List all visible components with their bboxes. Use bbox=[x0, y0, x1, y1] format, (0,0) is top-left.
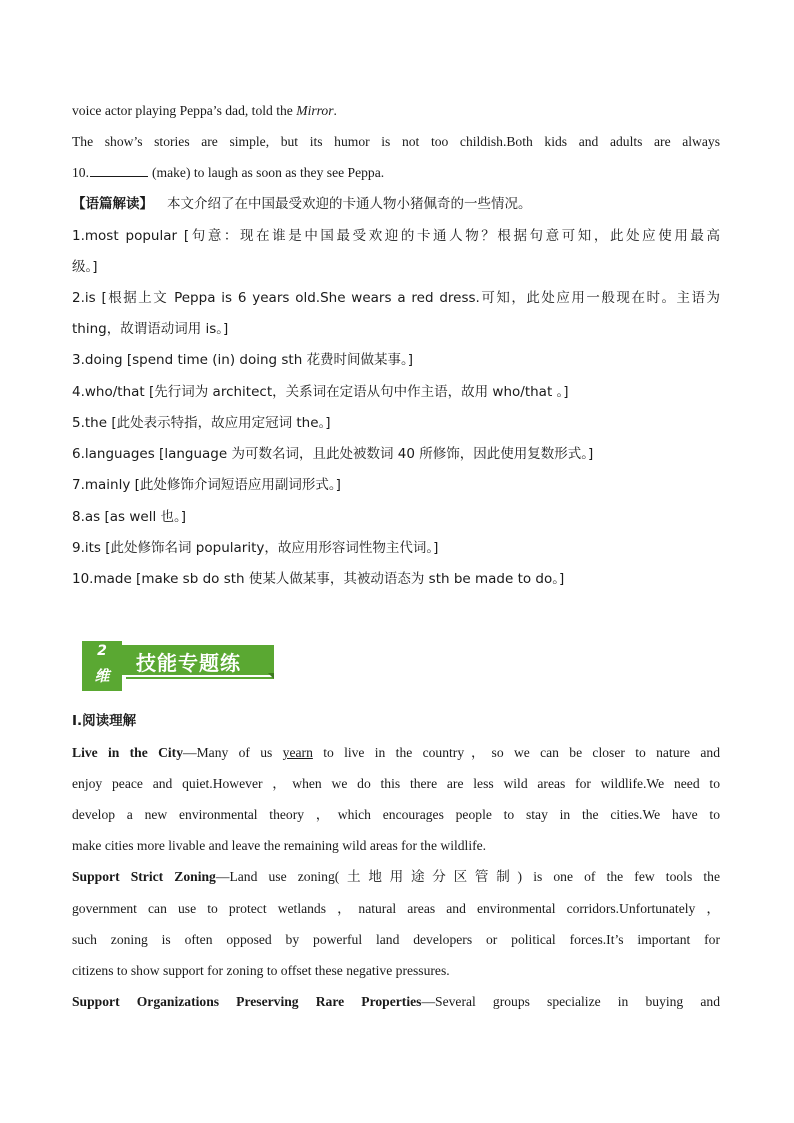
reading-heading: Ⅰ.阅读理解 bbox=[72, 713, 137, 729]
passage-text: . bbox=[333, 103, 337, 118]
p1-line-1 bbox=[72, 743, 720, 763]
p2-line-2: government can use to protect wetlands ，natural areas and environmental corridors.Unfortunately ， bbox=[72, 901, 720, 916]
answer-5: 5.the [此处表示特指，故应用定冠词 the。] bbox=[72, 415, 331, 431]
p2-line-3: such zoning is often opposed by powerful land developers or political forces.It’s important for bbox=[72, 932, 720, 947]
badge-sub: 维 bbox=[94, 667, 110, 685]
badge-title-bar bbox=[122, 645, 274, 675]
p2-title: Support Strict Zoning bbox=[72, 869, 216, 884]
p1-line-3: develop a new environmental theory ，which encourages people to stay in the cities.We have to bbox=[72, 807, 720, 822]
badge-underline bbox=[126, 677, 274, 683]
passage-text: voice actor playing Peppa’s dad, told the bbox=[72, 103, 297, 118]
answer-3: 3.doing [spend time (in) doing sth 花费时间做某事。] bbox=[72, 352, 414, 368]
section-badge bbox=[82, 641, 278, 691]
section-title: 技能专题练 bbox=[136, 651, 241, 675]
analysis-text: 本文介绍了在中国最受欢迎的卡通人物小猪佩奇的一些情况。 bbox=[167, 196, 532, 212]
answer-7: 7.mainly [此处修饰介词短语应用副词形式。] bbox=[72, 477, 341, 493]
passage-line-1 bbox=[72, 101, 720, 121]
answer-2-line-2: thing，故谓语动词用 is。] bbox=[72, 321, 229, 337]
mirror-italic: Mirror bbox=[296, 103, 334, 118]
p3-title: Support Organizations Preserving Rare Properties bbox=[72, 994, 422, 1009]
passage-line-3 bbox=[72, 163, 720, 183]
answer-2-line-1: 2.is [根据上文 Peppa is 6 years old.She wears a red dress.可知，此处应用一般现在时。主语为 bbox=[72, 290, 720, 306]
p3-line-1 bbox=[72, 992, 720, 1012]
badge-fold bbox=[268, 673, 274, 679]
answer-8: 8.as [as well 也。] bbox=[72, 509, 186, 525]
answer-9: 9.its [此处修饰名词 popularity，故应用形容词性物主代词。] bbox=[72, 540, 439, 556]
answer-4: 4.who/that [先行词为 architect，关系词在定语从句中作主语，故用 who/that 。] bbox=[72, 384, 569, 400]
p2-line-4: citizens to show support for zoning to offset these negative pressures. bbox=[72, 963, 450, 978]
answer-1-line-1: 1.most popular [句意：现在谁是中国最受欢迎的卡通人物？根据句意可知，此处应使用最高 bbox=[72, 228, 720, 244]
passage-text: (make) to laugh as soon as they see Peppa. bbox=[152, 165, 385, 180]
passage-text: —Many of us bbox=[183, 745, 283, 760]
passage-text: —Several groups specialize in buying and bbox=[421, 994, 720, 1009]
answer-6: 6.languages [language 为可数名词，且此处被数词 40 所修饰，因此使用复数形式。] bbox=[72, 446, 594, 462]
p2-line-1 bbox=[72, 867, 720, 887]
blank-number: 10. bbox=[72, 165, 89, 180]
p1-title: Live in the City bbox=[72, 745, 183, 760]
p1-line-4: make cities more livable and leave the remaining wild areas for the wildlife. bbox=[72, 838, 487, 853]
answer-1-line-2: 级。] bbox=[72, 259, 98, 275]
passage-text: to live in the country，so we can be closer to nature and bbox=[312, 745, 720, 760]
p1-line-2: enjoy peace and quiet.However ，when we do this there are less wild areas for wildlife.We need to bbox=[72, 776, 720, 791]
answer-10: 10.made [make sb do sth 使某人做某事，其被动语态为 sth be made to do。] bbox=[72, 571, 565, 587]
analysis-line bbox=[72, 194, 720, 214]
badge-number: 2 bbox=[97, 643, 107, 659]
passage-line-2: The show’s stories are simple, but its humor is not too childish.Both kids and adults are always bbox=[72, 134, 720, 149]
answer-blank bbox=[90, 163, 148, 177]
underlined-word: yearn bbox=[282, 745, 313, 760]
badge-number-box bbox=[82, 641, 122, 691]
analysis-label: 【语篇解读】 bbox=[72, 196, 153, 212]
passage-text: —Land use zoning(土地用途分区管制) is one of the few tools the bbox=[215, 869, 720, 884]
